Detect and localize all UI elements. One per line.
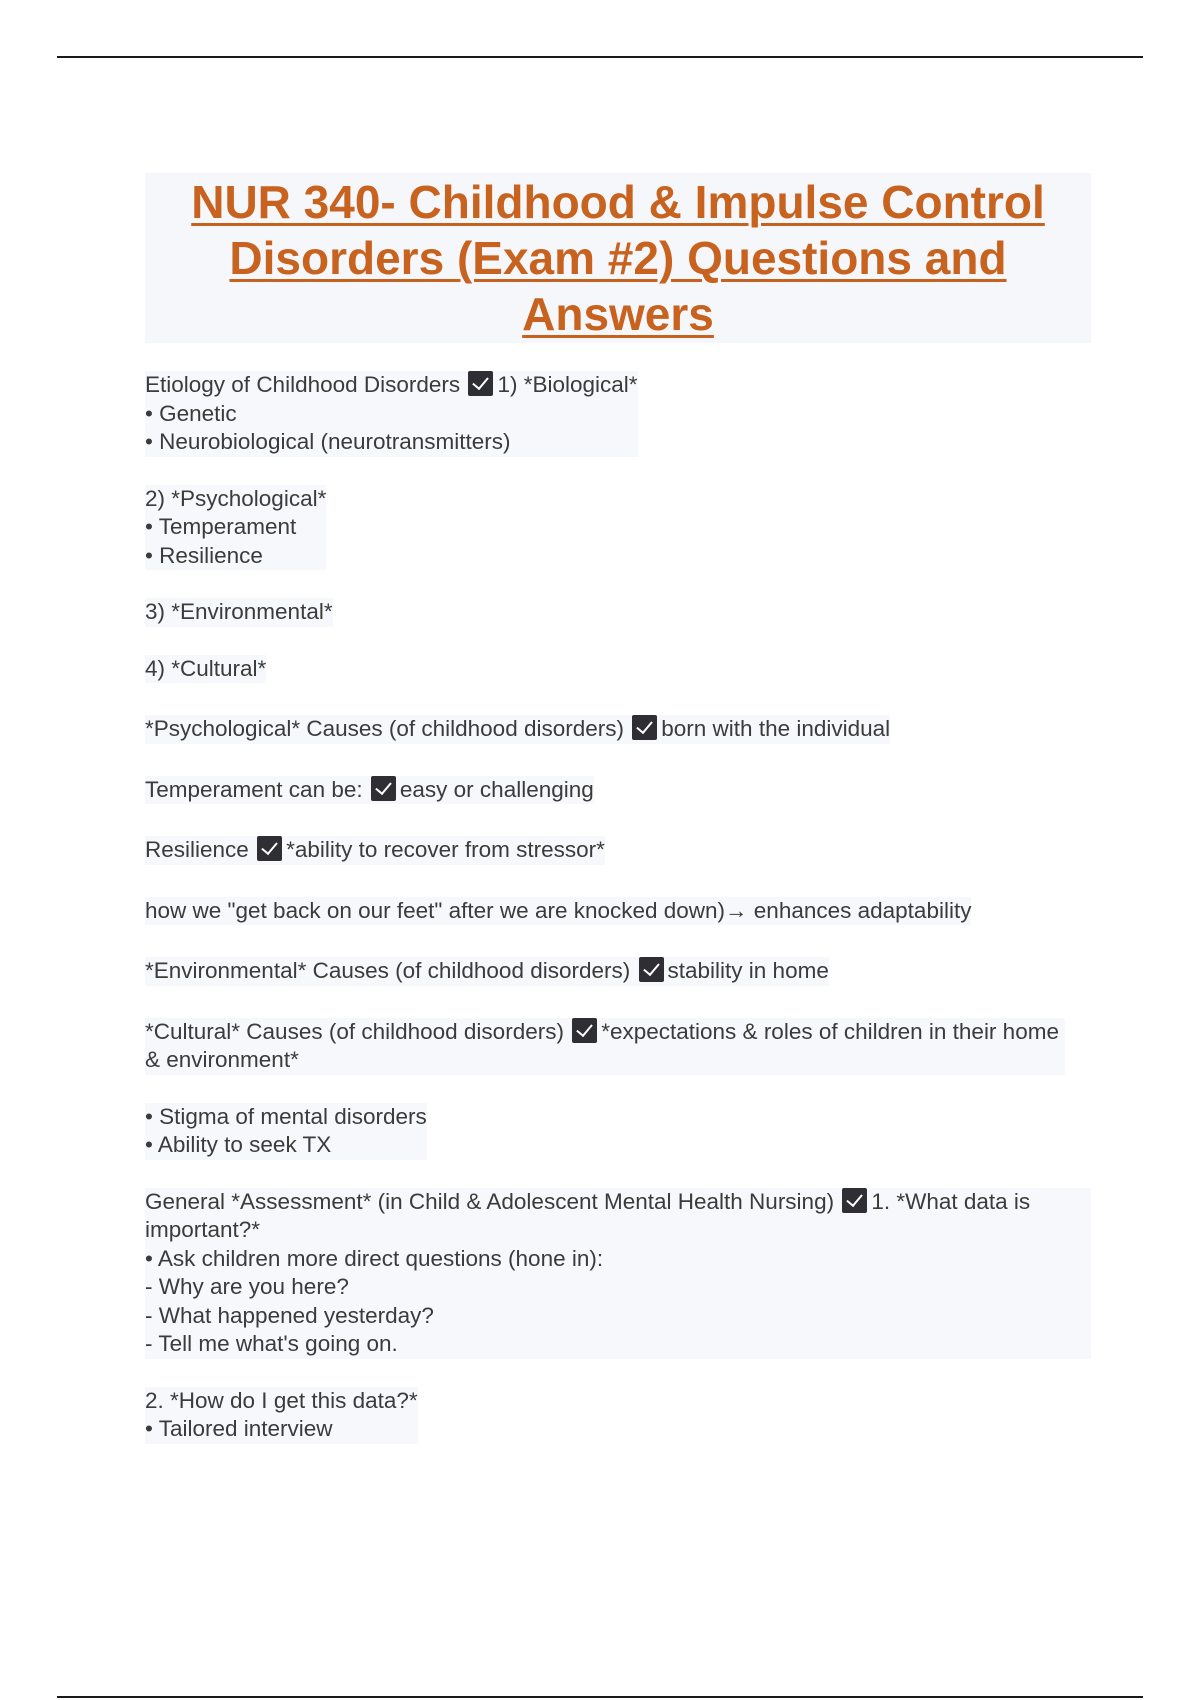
answer-block-psychological [145,485,326,571]
card-answer: easy or challenging [399,776,594,802]
answer-line: 3) *Environmental* [145,599,333,624]
footer-rule [57,1696,1143,1698]
card-term: Etiology of Childhood Disorders [145,372,461,397]
answer-line: 2) *Psychological* [145,485,327,511]
card-term: Resilience [145,837,249,862]
answer-block-assessment-extra [145,1387,418,1444]
flashcard-psychological-causes [145,715,890,744]
answer-line: • Tailored interview [145,1416,333,1441]
checkbox-checked-icon [632,715,657,740]
card-answer: *expectations & roles of children in their home & environment* [145,1018,1059,1072]
answer-block-cultural [145,655,266,684]
flashcard-resilience [145,836,605,865]
checkbox-checked-icon [468,371,493,396]
card-answer: *ability to recover from stressor* [286,837,605,862]
checkbox-checked-icon [371,776,396,801]
checkbox-checked-icon [842,1188,867,1213]
checkbox-checked-icon [257,836,282,861]
answer-block-resilience-extra [145,897,971,926]
checkbox-checked-icon [639,957,664,982]
flashcard-list [145,371,1091,1444]
flashcard-general-assessment [145,1188,1091,1359]
title-banner [145,173,1091,343]
card-answer: 1. *What data is important?* [145,1188,1031,1242]
answer-line: • Stigma of mental disorders [145,1103,427,1129]
answer-line: 2. *How do I get this data?* [145,1387,418,1413]
header-rule [57,56,1143,58]
flashcard-etiology [145,371,638,457]
answer-block-environmental [145,598,333,627]
answer-line: - Why are you here? [145,1274,349,1299]
card-term: *Psychological* Causes (of childhood disorders) [145,716,624,741]
card-answer: born with the individual [661,716,891,741]
answer-block-cultural-extra [145,1103,427,1160]
answer-line: • Temperament [145,514,297,539]
flashcard-cultural-causes [145,1018,1065,1075]
answer-line: how we "get back on our feet" after we are knocked down)→ enhances adaptability [145,897,972,923]
answer-line: 4) *Cultural* [145,655,267,681]
answer-line: - Tell me what's going on. [145,1331,398,1356]
card-term: Temperament can be: [145,776,363,802]
card-term: *Environmental* Causes (of childhood disorders) [145,958,631,983]
document-title: NUR 340- Childhood & Impulse Control Disorders (Exam #2) Questions and Answers [191,176,1045,340]
card-answer: stability in home [667,958,829,983]
answer-line: • Genetic [145,400,237,426]
answer-line: • Ability to seek TX [145,1132,332,1157]
card-answer: 1) *Biological* [497,372,638,397]
answer-line: - What happened yesterday? [145,1302,434,1328]
answer-line: • Ask children more direct questions (hone in): [145,1245,604,1271]
answer-line: • Resilience [145,542,263,568]
card-term: *Cultural* Causes (of childhood disorders) [145,1018,564,1044]
card-term: General *Assessment* (in Child & Adolescent Mental Health Nursing) [145,1188,835,1214]
flashcard-environmental-causes [145,957,829,986]
checkbox-checked-icon [572,1018,597,1043]
flashcard-temperament [145,776,594,805]
answer-line: • Neurobiological (neurotransmitters) [145,429,511,454]
